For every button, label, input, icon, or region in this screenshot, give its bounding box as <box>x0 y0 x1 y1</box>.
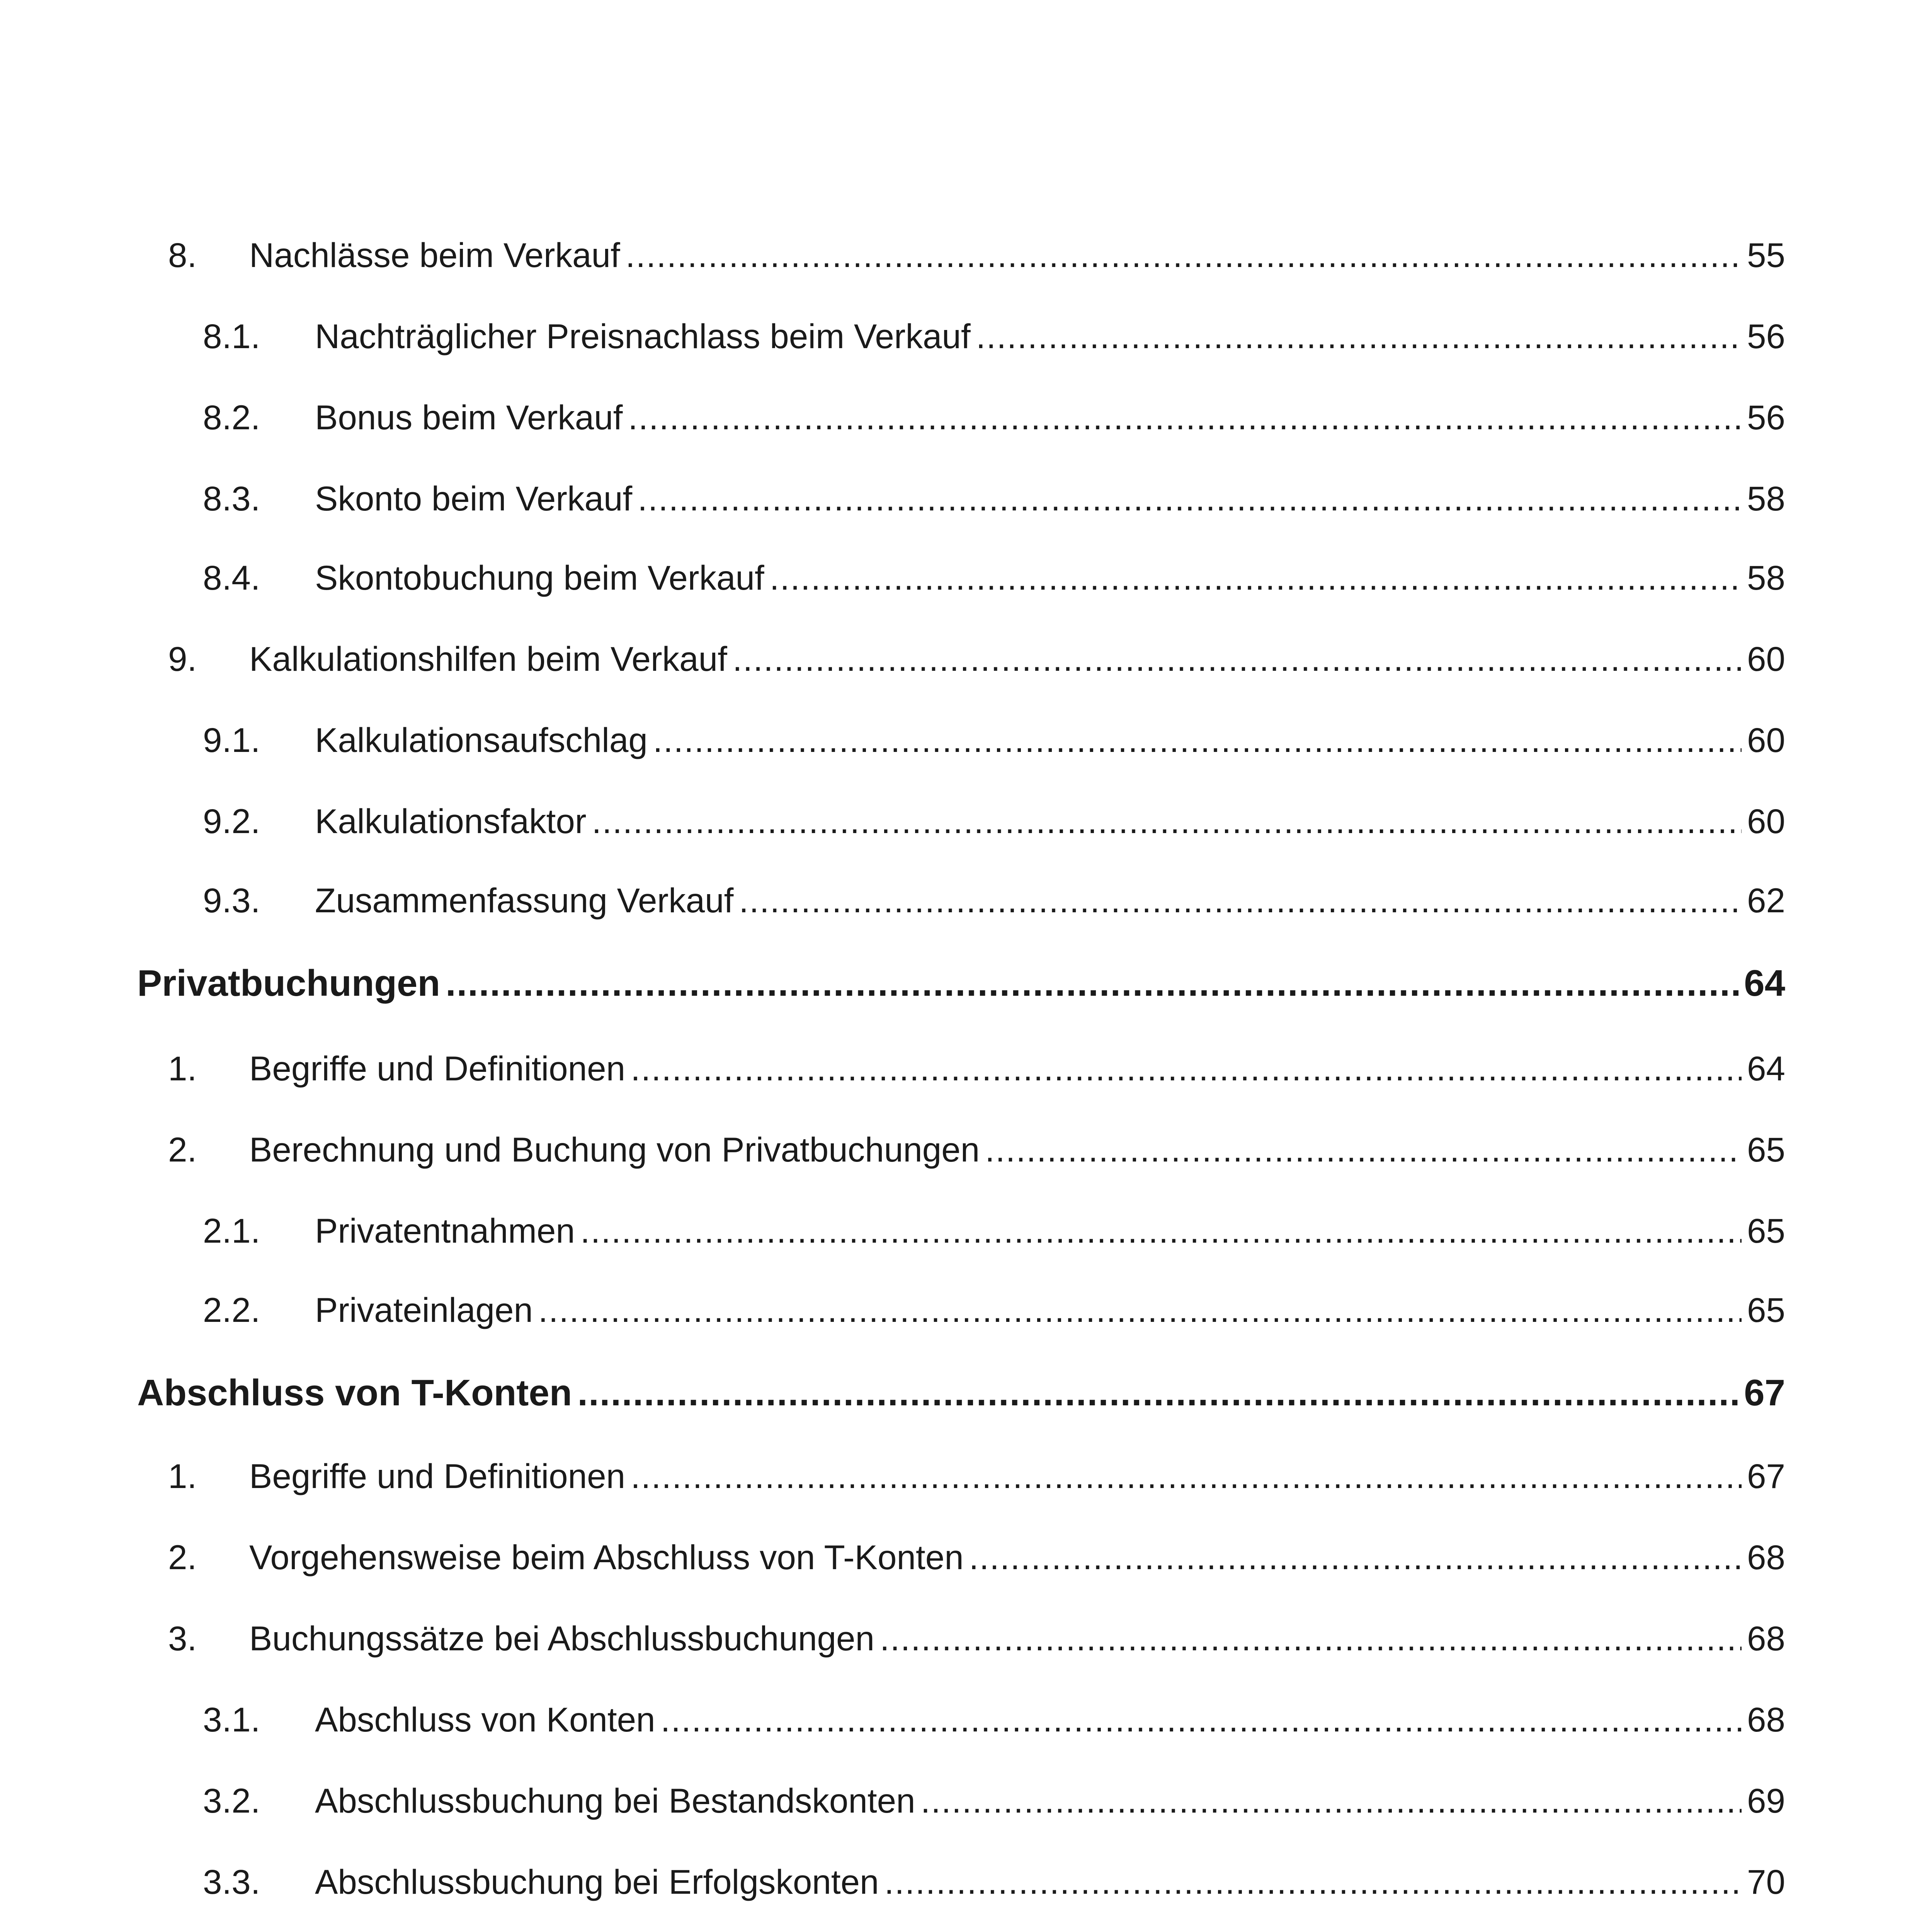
toc-entry-number: 3.2. <box>203 1781 260 1820</box>
toc-entry[interactable] <box>168 1121 1785 1179</box>
toc-entry-page: 58 <box>1747 558 1785 597</box>
toc-entry-title: Begriffe und Definitionen <box>249 1049 626 1088</box>
toc-entry[interactable] <box>203 307 1785 365</box>
toc-entry[interactable] <box>168 630 1785 688</box>
toc-entry-title: Privatentnahmen <box>315 1211 575 1250</box>
toc-entry-title: Kalkulationshilfen beim Verkauf <box>249 639 727 678</box>
toc-entry-title: Abschluss von Konten <box>315 1700 655 1739</box>
toc-entry-number: 8.1. <box>203 317 260 355</box>
toc-entry-title: Skontobuchung beim Verkauf <box>315 558 764 597</box>
toc-entry[interactable] <box>168 1039 1785 1097</box>
toc-entry-page: 64 <box>1747 1049 1785 1088</box>
toc-entry-page: 56 <box>1747 398 1785 437</box>
toc-entry-number: 3.1. <box>203 1700 260 1739</box>
toc-entry[interactable] <box>203 549 1785 607</box>
toc-dot-leader <box>577 1364 1738 1422</box>
toc-entry-title: Bonus beim Verkauf <box>315 398 623 437</box>
toc-entry[interactable] <box>203 1772 1785 1830</box>
toc-entry-page: 70 <box>1747 1862 1785 1901</box>
toc-entry[interactable] <box>203 1202 1785 1260</box>
toc-entry-page: 67 <box>1747 1457 1785 1495</box>
toc-entry-title: Vorgehensweise beim Abschluss von T-Konten <box>249 1538 964 1577</box>
toc-entry-title: Abschlussbuchung bei Bestandskonten <box>315 1781 915 1820</box>
toc-entry-page: 64 <box>1744 963 1785 1004</box>
toc-dot-leader <box>976 307 1742 365</box>
toc-entry-number: 9.1. <box>203 721 260 759</box>
toc-entry-title: Privatbuchungen <box>137 963 441 1004</box>
toc-entry[interactable] <box>203 1690 1785 1748</box>
toc-entry-page: 60 <box>1747 639 1785 678</box>
toc-entry[interactable] <box>203 711 1785 769</box>
toc-entry-page: 60 <box>1747 721 1785 759</box>
toc-dot-leader <box>631 1039 1742 1097</box>
toc-entry-title: Skonto beim Verkauf <box>315 479 633 518</box>
toc-entry-number: 2. <box>168 1130 197 1169</box>
toc-entry[interactable] <box>203 871 1785 929</box>
toc-entry[interactable] <box>168 1447 1785 1505</box>
toc-dot-leader <box>446 954 1738 1012</box>
toc-dot-leader <box>538 1281 1742 1339</box>
toc-entry[interactable] <box>203 388 1785 446</box>
toc-entry-page: 65 <box>1747 1291 1785 1329</box>
toc-entry-title: Begriffe und Definitionen <box>249 1457 626 1495</box>
toc-entry-title: Zusammenfassung Verkauf <box>315 881 734 920</box>
toc-entry-title: Nachlässe beim Verkauf <box>249 236 620 274</box>
toc-entry-number: 9. <box>168 639 197 678</box>
toc-entry-title: Privateinlagen <box>315 1291 533 1329</box>
toc-entry-page: 56 <box>1747 317 1785 355</box>
toc-entry[interactable] <box>168 1528 1785 1586</box>
toc-entry[interactable] <box>168 226 1785 284</box>
toc-entry-title: Abschluss von T-Konten <box>137 1372 572 1413</box>
toc-entry-page: 68 <box>1747 1619 1785 1658</box>
toc-dot-leader <box>631 1447 1742 1505</box>
toc-entry-number: 3. <box>168 1619 197 1658</box>
toc-entry-title: Abschlussbuchung bei Erfolgskonten <box>315 1862 879 1901</box>
toc-dot-leader <box>592 792 1742 850</box>
toc-entry-page: 55 <box>1747 236 1785 274</box>
toc-dot-leader <box>653 711 1742 769</box>
toc-dot-leader <box>921 1772 1742 1830</box>
toc-entry[interactable] <box>203 1853 1785 1911</box>
toc-entry[interactable] <box>203 469 1785 527</box>
toc-entry-page: 68 <box>1747 1700 1785 1739</box>
toc-entry-number: 1. <box>168 1049 197 1088</box>
toc-entry-page: 68 <box>1747 1538 1785 1577</box>
toc-entry[interactable] <box>168 1609 1785 1667</box>
toc-chapter-entry[interactable] <box>137 1364 1785 1422</box>
toc-entry-number: 9.3. <box>203 881 260 920</box>
toc-entry-page: 60 <box>1747 802 1785 840</box>
toc-entry[interactable] <box>203 792 1785 850</box>
toc-entry[interactable] <box>203 1281 1785 1339</box>
toc-dot-leader <box>885 1853 1742 1911</box>
toc-entry-number: 3.3. <box>203 1862 260 1901</box>
toc-entry-page: 65 <box>1747 1211 1785 1250</box>
toc-chapter-entry[interactable] <box>137 954 1785 1012</box>
toc-entry-number: 2.2. <box>203 1291 260 1329</box>
toc-entry-number: 1. <box>168 1457 197 1495</box>
toc-entry-page: 62 <box>1747 881 1785 920</box>
toc-entry-number: 8. <box>168 236 197 274</box>
toc-dot-leader <box>985 1121 1742 1179</box>
toc-dot-leader <box>580 1202 1742 1260</box>
toc-dot-leader <box>626 226 1742 284</box>
toc-dot-leader <box>733 630 1742 688</box>
toc-dot-leader <box>770 549 1742 607</box>
toc-entry-number: 8.4. <box>203 558 260 597</box>
toc-entry-title: Nachträglicher Preisnachlass beim Verkauf <box>315 317 971 355</box>
toc-entry-number: 9.2. <box>203 802 260 840</box>
toc-entry-page: 69 <box>1747 1781 1785 1820</box>
toc-dot-leader <box>661 1690 1742 1748</box>
toc-entry-number: 8.2. <box>203 398 260 437</box>
toc-entry-title: Berechnung und Buchung von Privatbuchungen <box>249 1130 980 1169</box>
toc-entry-title: Kalkulationsaufschlag <box>315 721 648 759</box>
toc-dot-leader <box>739 871 1742 929</box>
toc-entry-page: 65 <box>1747 1130 1785 1169</box>
toc-entry-number: 8.3. <box>203 479 260 518</box>
toc-dot-leader <box>628 388 1742 446</box>
toc-entry-title: Kalkulationsfaktor <box>315 802 587 840</box>
toc-entry-title: Buchungssätze bei Abschlussbuchungen <box>249 1619 874 1658</box>
toc-entry-number: 2.1. <box>203 1211 260 1250</box>
toc-dot-leader <box>638 469 1742 527</box>
toc-entry-page: 58 <box>1747 479 1785 518</box>
toc-entry-number: 2. <box>168 1538 197 1577</box>
toc-dot-leader <box>880 1609 1742 1667</box>
toc-entry-page: 67 <box>1744 1372 1785 1413</box>
toc-dot-leader <box>969 1528 1742 1586</box>
